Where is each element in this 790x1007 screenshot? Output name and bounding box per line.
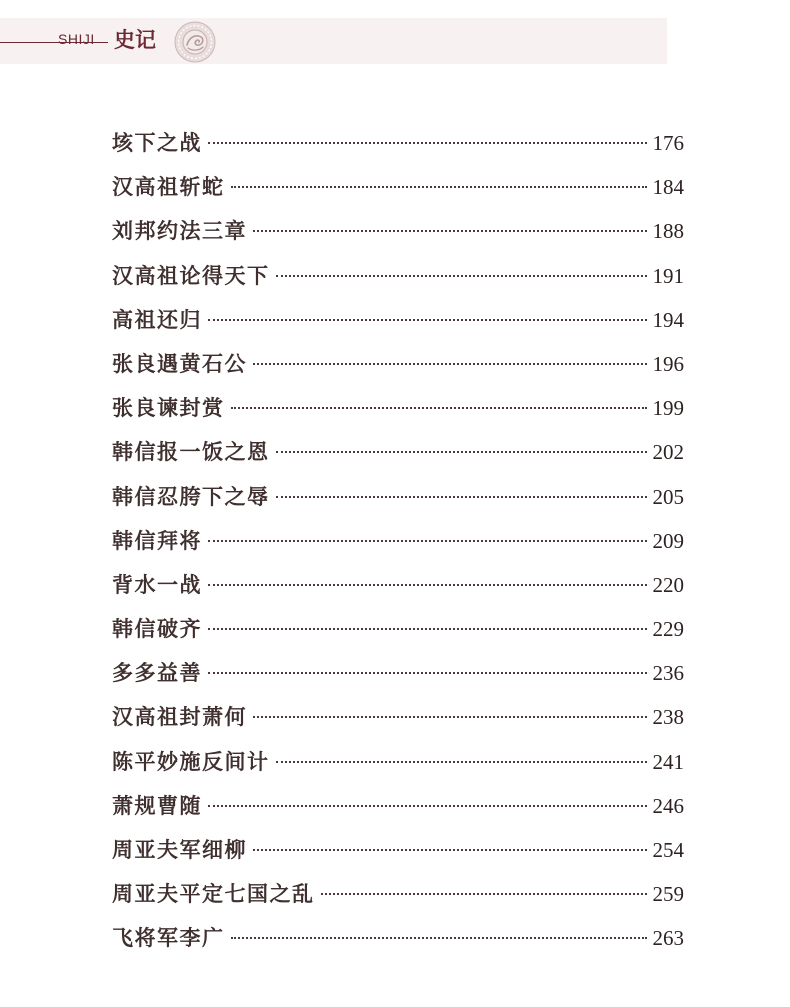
toc-dot-leader bbox=[231, 407, 647, 409]
toc-entry-page-number: 176 bbox=[652, 131, 684, 155]
toc-dot-leader bbox=[208, 805, 647, 807]
toc-entry[interactable] bbox=[112, 607, 684, 651]
circular-dragon-emblem-icon bbox=[174, 21, 216, 63]
toc-entry-title: 汉高祖论得天下 bbox=[112, 262, 270, 288]
toc-entry[interactable] bbox=[112, 740, 684, 784]
toc-entry[interactable] bbox=[112, 209, 684, 253]
toc-entry-page-number: 199 bbox=[652, 396, 684, 421]
toc-dot-leader bbox=[321, 893, 647, 895]
toc-entry[interactable] bbox=[112, 828, 684, 872]
toc-dot-leader bbox=[208, 628, 647, 630]
toc-dot-leader bbox=[276, 275, 647, 277]
toc-entry-page-number: 263 bbox=[652, 926, 684, 951]
toc-entry-title: 背水一战 bbox=[112, 571, 202, 597]
toc-dot-leader bbox=[208, 584, 647, 586]
toc-entry-title: 多多益善 bbox=[112, 660, 202, 686]
toc-entry[interactable] bbox=[112, 475, 684, 519]
toc-dot-leader bbox=[253, 363, 647, 365]
toc-entry-page-number: 241 bbox=[652, 749, 684, 774]
toc-entry-page-number: 194 bbox=[652, 307, 684, 332]
toc-entry[interactable] bbox=[112, 916, 684, 960]
toc-entry-title: 周亚夫军细柳 bbox=[112, 837, 247, 862]
toc-entry-page-number: 209 bbox=[652, 528, 684, 553]
toc-entry-page-number: 236 bbox=[652, 661, 684, 686]
series-latin-title: SHIJI bbox=[58, 31, 95, 47]
toc-entry-title: 汉高祖封萧何 bbox=[112, 704, 247, 730]
toc-entry-title: 韩信忍胯下之辱 bbox=[112, 483, 270, 509]
toc-entry[interactable] bbox=[112, 342, 684, 386]
toc-entry-title: 萧规曹随 bbox=[112, 792, 202, 818]
toc-dot-leader bbox=[208, 319, 647, 321]
toc-entry-page-number: 191 bbox=[652, 263, 684, 288]
toc-entry-title: 张良遇黄石公 bbox=[112, 350, 247, 376]
series-title: 史记 bbox=[114, 27, 156, 52]
toc-dot-leader bbox=[208, 142, 647, 144]
toc-entry[interactable] bbox=[112, 784, 684, 828]
toc-dot-leader bbox=[276, 761, 647, 763]
toc-entry-page-number: 259 bbox=[652, 882, 684, 907]
toc-entry-title: 周亚夫平定七国之乱 bbox=[112, 881, 315, 907]
toc-dot-leader bbox=[208, 672, 647, 674]
toc-entry[interactable] bbox=[112, 563, 684, 607]
toc-dot-leader bbox=[276, 451, 647, 453]
toc-entry-title: 韩信报一饭之恩 bbox=[112, 439, 270, 465]
toc-entry-page-number: 196 bbox=[652, 351, 684, 376]
toc-dot-leader bbox=[231, 937, 647, 939]
toc-entry-title: 韩信拜将 bbox=[112, 527, 202, 553]
table-of-contents bbox=[112, 121, 684, 961]
toc-entry-title: 汉高祖斩蛇 bbox=[112, 174, 225, 200]
toc-dot-leader bbox=[253, 716, 647, 718]
toc-entry[interactable] bbox=[112, 254, 684, 298]
toc-entry[interactable] bbox=[112, 121, 684, 165]
toc-dot-leader bbox=[276, 496, 647, 498]
toc-entry[interactable] bbox=[112, 872, 684, 916]
toc-dot-leader bbox=[208, 540, 647, 542]
toc-dot-leader bbox=[253, 849, 647, 851]
toc-entry-page-number: 254 bbox=[652, 838, 684, 862]
toc-entry-page-number: 229 bbox=[652, 617, 684, 642]
toc-dot-leader bbox=[253, 230, 647, 232]
toc-entry-page-number: 184 bbox=[652, 175, 684, 200]
toc-entry-title: 陈平妙施反间计 bbox=[112, 748, 270, 774]
toc-entry-page-number: 238 bbox=[652, 705, 684, 730]
toc-entry-page-number: 220 bbox=[652, 572, 684, 597]
toc-entry-page-number: 202 bbox=[652, 440, 684, 465]
toc-entry-title: 韩信破齐 bbox=[112, 616, 202, 642]
toc-entry-title: 飞将军李广 bbox=[112, 925, 225, 951]
toc-entry[interactable] bbox=[112, 430, 684, 474]
header-band bbox=[0, 18, 667, 64]
toc-entry[interactable] bbox=[112, 695, 684, 739]
toc-entry-title: 刘邦约法三章 bbox=[112, 218, 247, 244]
toc-entry-title: 高祖还归 bbox=[112, 306, 202, 332]
toc-entry-page-number: 246 bbox=[652, 793, 684, 818]
toc-dot-leader bbox=[231, 186, 647, 188]
toc-entry[interactable] bbox=[112, 386, 684, 430]
toc-entry[interactable] bbox=[112, 298, 684, 342]
toc-entry[interactable] bbox=[112, 651, 684, 695]
toc-entry[interactable] bbox=[112, 519, 684, 563]
toc-entry-title: 垓下之战 bbox=[112, 130, 202, 155]
toc-entry-page-number: 205 bbox=[652, 484, 684, 509]
toc-entry-page-number: 188 bbox=[652, 219, 684, 244]
toc-entry-title: 张良谏封赏 bbox=[112, 395, 225, 421]
toc-entry[interactable] bbox=[112, 165, 684, 209]
